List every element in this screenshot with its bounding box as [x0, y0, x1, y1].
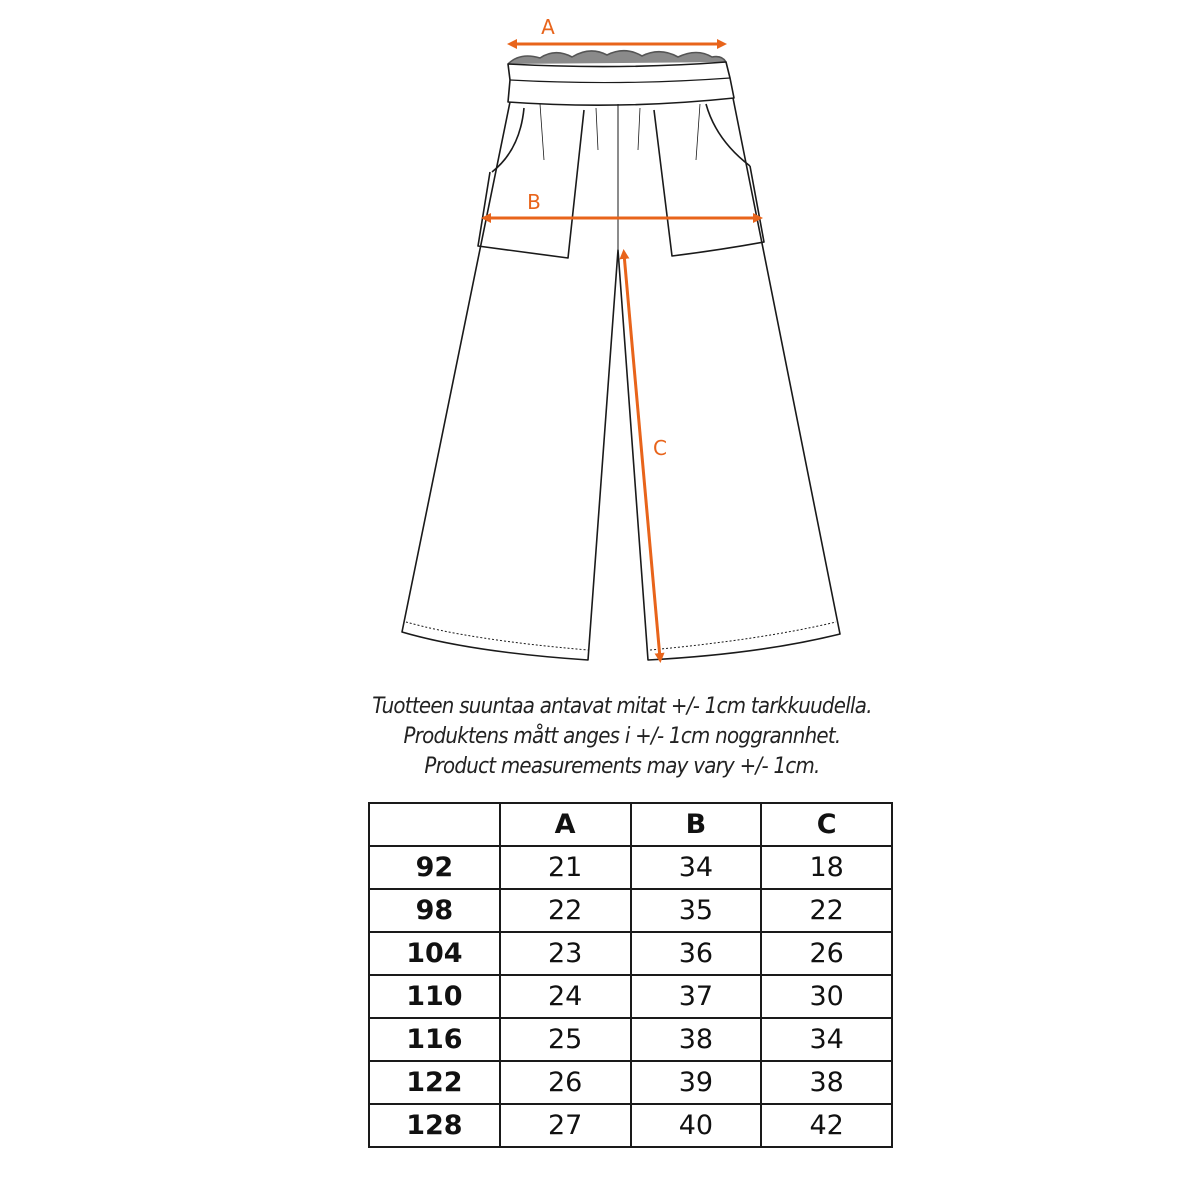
value-c-cell: 26 — [761, 932, 892, 975]
size-cell: 98 — [369, 889, 500, 932]
note-swedish: Produktens mått anges i +/- 1cm noggrannhet. — [403, 724, 841, 749]
header-a: A — [500, 803, 631, 846]
size-cell: 110 — [369, 975, 500, 1018]
value-a-cell: 23 — [500, 932, 631, 975]
value-a-cell: 25 — [500, 1018, 631, 1061]
pants-outline — [402, 51, 840, 660]
size-cell: 92 — [369, 846, 500, 889]
table-row — [369, 1104, 892, 1147]
value-b-cell: 38 — [631, 1018, 762, 1061]
size-chart-table — [368, 802, 893, 1148]
measure-label-c: C — [653, 436, 667, 460]
waistband-ruffle — [508, 51, 726, 64]
header-size — [369, 803, 500, 846]
size-cell: 128 — [369, 1104, 500, 1147]
gather-lines — [540, 104, 700, 160]
table-row — [369, 975, 892, 1018]
measurement-arrows — [486, 44, 758, 658]
value-b-cell: 37 — [631, 975, 762, 1018]
value-b-cell: 39 — [631, 1061, 762, 1104]
value-b-cell: 40 — [631, 1104, 762, 1147]
header-c: C — [761, 803, 892, 846]
value-c-cell: 34 — [761, 1018, 892, 1061]
waistband — [508, 62, 734, 105]
size-cell: 116 — [369, 1018, 500, 1061]
note-finnish: Tuotteen suuntaa antavat mitat +/- 1cm tarkkuudella. — [372, 694, 872, 719]
value-a-cell: 27 — [500, 1104, 631, 1147]
right-hem — [650, 622, 836, 650]
left-hem — [406, 622, 588, 650]
value-b-cell: 34 — [631, 846, 762, 889]
value-c-cell: 22 — [761, 889, 892, 932]
value-c-cell: 42 — [761, 1104, 892, 1147]
table-row — [369, 846, 892, 889]
size-cell: 122 — [369, 1061, 500, 1104]
measure-label-b: B — [527, 190, 541, 214]
table-row — [369, 889, 892, 932]
table-header-row — [369, 803, 892, 846]
measure-label-a: A — [541, 15, 555, 39]
left-pocket-opening — [492, 108, 524, 172]
value-a-cell: 21 — [500, 846, 631, 889]
pants-body — [402, 98, 840, 660]
value-c-cell: 30 — [761, 975, 892, 1018]
size-cell: 104 — [369, 932, 500, 975]
table-row — [369, 1018, 892, 1061]
table-row — [369, 932, 892, 975]
table-row — [369, 1061, 892, 1104]
value-a-cell: 22 — [500, 889, 631, 932]
right-pocket-opening — [706, 104, 750, 166]
value-a-cell: 26 — [500, 1061, 631, 1104]
value-b-cell: 35 — [631, 889, 762, 932]
right-pocket — [654, 110, 764, 256]
value-c-cell: 18 — [761, 846, 892, 889]
value-b-cell: 36 — [631, 932, 762, 975]
header-b: B — [631, 803, 762, 846]
value-c-cell: 38 — [761, 1061, 892, 1104]
value-a-cell: 24 — [500, 975, 631, 1018]
note-english: Product measurements may vary +/- 1cm. — [424, 754, 820, 779]
